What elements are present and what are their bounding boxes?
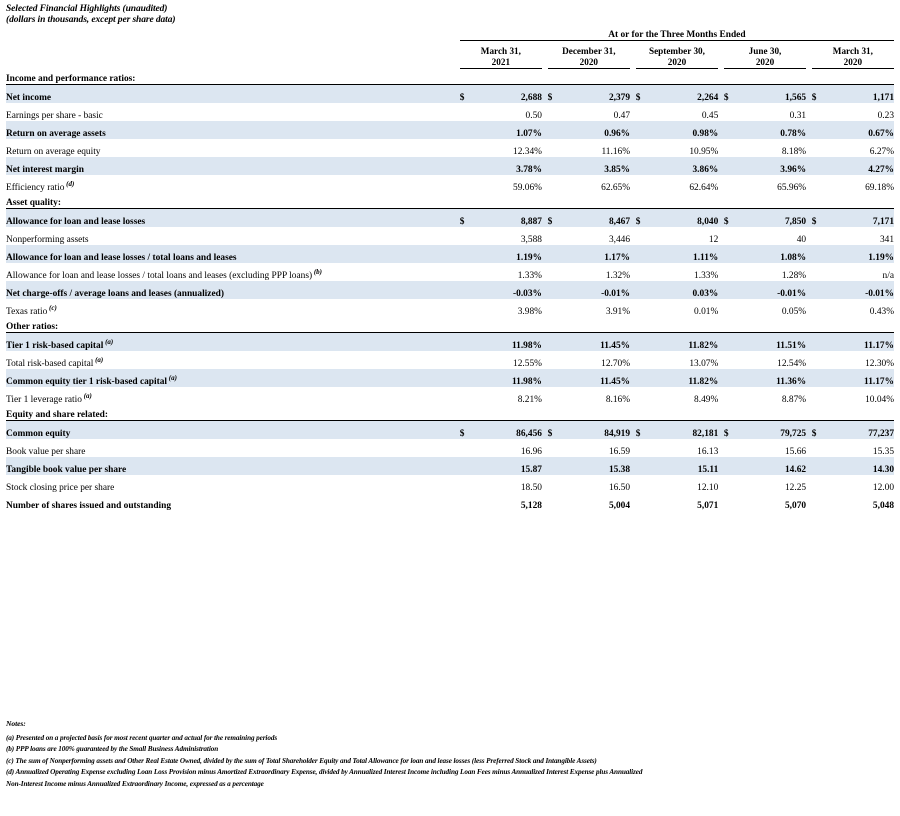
page-subtitle: (dollars in thousands, except per share data) <box>6 15 176 25</box>
cell-value: 1.19% <box>825 245 894 263</box>
section-title-row <box>6 198 894 209</box>
table-row <box>6 369 894 387</box>
table-row <box>6 387 894 405</box>
cell-value: 8.16% <box>605 395 631 405</box>
cell-value: 84,919 <box>561 421 630 440</box>
cell-value: 13.07% <box>689 359 719 369</box>
cell-value: 0.03% <box>649 281 718 299</box>
cell-value: 0.50 <box>525 111 542 121</box>
currency-symbol <box>724 281 737 299</box>
table-row <box>6 209 894 228</box>
cell-value: 12.70% <box>601 359 631 369</box>
footnote-item: (d) Annualized Operating Expense excluding Loan Loss Provision minus Amortized Extraordinary Expense, divided by Annualized Interest Income including Loan Fees minus Annualized Interest Expense plus Annualized <box>6 768 643 776</box>
currency-symbol <box>636 333 650 352</box>
section-title: Other ratios: <box>6 322 894 333</box>
cell-value: 8.87% <box>781 395 807 405</box>
currency-symbol <box>724 103 737 121</box>
cell-value: 15.11 <box>649 457 718 475</box>
cell-value: 8.21% <box>517 395 542 405</box>
column-header-4-line2: 2020 <box>755 57 775 67</box>
currency-symbol <box>812 157 825 175</box>
currency-symbol <box>460 457 473 475</box>
currency-symbol: $ <box>636 85 650 104</box>
currency-symbol: $ <box>636 209 650 228</box>
cell-value: -0.03% <box>473 281 542 299</box>
table-row <box>6 227 894 245</box>
currency-symbol <box>636 139 650 157</box>
currency-symbol <box>636 175 650 193</box>
column-header-4-line1: June 30, <box>748 46 782 56</box>
table-row <box>6 85 894 104</box>
cell-value: 11.45% <box>561 333 630 352</box>
cell-value: 1.07% <box>473 121 542 139</box>
cell-value: 0.31 <box>789 111 807 121</box>
cell-value: -0.01% <box>561 281 630 299</box>
currency-symbol <box>460 139 473 157</box>
footnote-marker: (a) <box>103 337 114 346</box>
column-header-1 <box>460 46 542 69</box>
currency-symbol <box>548 387 562 405</box>
cell-value: 5,071 <box>697 501 719 511</box>
cell-value: 0.98% <box>649 121 718 139</box>
cell-value: 18.50 <box>520 483 542 493</box>
table-row <box>6 421 894 440</box>
footnotes-heading: Notes: <box>6 719 26 728</box>
table-row <box>6 493 894 511</box>
currency-symbol <box>460 263 473 281</box>
cell-value: 1,565 <box>737 85 806 104</box>
currency-symbol <box>812 493 825 511</box>
section-title: Asset quality: <box>6 198 894 209</box>
column-header-5 <box>812 46 894 69</box>
cell-value: 16.50 <box>608 483 631 493</box>
currency-symbol <box>548 157 562 175</box>
cell-value: 8,467 <box>561 209 630 228</box>
currency-symbol <box>460 175 473 193</box>
currency-symbol <box>548 175 562 193</box>
page-title: Selected Financial Highlights (unaudited) <box>6 4 168 14</box>
footnotes-list <box>6 733 642 791</box>
table-row <box>6 333 894 352</box>
currency-symbol <box>548 139 562 157</box>
document-title-block <box>6 4 175 25</box>
section-title-row <box>6 410 894 421</box>
cell-value: 8.18% <box>781 147 807 157</box>
currency-symbol <box>636 121 650 139</box>
currency-symbol <box>636 475 650 493</box>
currency-symbol <box>724 333 737 352</box>
section-title-row <box>6 74 894 85</box>
currency-symbol <box>812 281 825 299</box>
column-header-2-line2: 2020 <box>579 57 598 67</box>
currency-symbol: $ <box>548 209 562 228</box>
currency-symbol <box>724 157 737 175</box>
currency-symbol <box>636 263 650 281</box>
cell-value: 14.62 <box>737 457 806 475</box>
currency-symbol <box>636 351 650 369</box>
table-row <box>6 121 894 139</box>
currency-symbol <box>636 387 650 405</box>
cell-value: 3.96% <box>737 157 806 175</box>
currency-symbol <box>460 475 473 493</box>
currency-symbol <box>548 475 562 493</box>
cell-value: 40 <box>796 235 807 245</box>
cell-value: 62.64% <box>689 183 719 193</box>
cell-value: 16.13 <box>697 447 719 457</box>
cell-value: 69.18% <box>865 183 894 193</box>
currency-symbol <box>548 281 562 299</box>
column-header-3-line2: 2020 <box>667 57 687 67</box>
cell-value: 77,237 <box>825 421 894 440</box>
currency-symbol <box>812 103 825 121</box>
currency-symbol <box>548 121 562 139</box>
currency-symbol <box>812 351 825 369</box>
cell-value: 12.54% <box>777 359 807 369</box>
cell-value: 11.36% <box>737 369 806 387</box>
cell-value: 10.95% <box>689 147 719 157</box>
currency-symbol <box>812 387 825 405</box>
currency-symbol: $ <box>812 209 825 228</box>
table-row <box>6 281 894 299</box>
currency-symbol <box>724 387 737 405</box>
table-row <box>6 245 894 263</box>
section-title: Income and performance ratios: <box>6 74 894 85</box>
currency-symbol <box>548 439 562 457</box>
currency-symbol <box>460 387 473 405</box>
currency-symbol <box>548 263 562 281</box>
currency-symbol <box>460 369 473 387</box>
currency-symbol <box>636 103 650 121</box>
header-span-label: At or for the Three Months Ended <box>460 30 894 41</box>
table-row <box>6 103 894 121</box>
currency-symbol: $ <box>548 85 562 104</box>
cell-value: 16.59 <box>608 447 631 457</box>
currency-symbol <box>460 281 473 299</box>
cell-value: 12.30% <box>865 359 894 369</box>
row-label: Nonperforming assets <box>6 235 89 245</box>
cell-value: 59.06% <box>513 183 542 193</box>
column-header-1-line1: March 31, <box>480 46 521 56</box>
footnote-marker: (d) <box>64 179 75 188</box>
cell-value: 0.67% <box>825 121 894 139</box>
footnote-item: (b) PPP loans are 100% guaranteed by the Small Business Administration <box>6 745 219 753</box>
currency-symbol <box>812 263 825 281</box>
currency-symbol <box>548 457 562 475</box>
currency-symbol <box>460 439 473 457</box>
cell-value: 3,446 <box>608 235 631 245</box>
column-header-5-line1: March 31, <box>832 46 873 56</box>
currency-symbol <box>724 175 737 193</box>
currency-symbol <box>812 475 825 493</box>
cell-value: 12.00 <box>872 483 894 493</box>
currency-symbol <box>724 245 737 263</box>
cell-value: 11.17% <box>825 369 894 387</box>
row-label: Allowance for loan and lease losses <box>6 209 460 228</box>
currency-symbol <box>724 227 737 245</box>
currency-symbol <box>724 139 737 157</box>
cell-value: 15.38 <box>561 457 630 475</box>
cell-value: 11.82% <box>649 369 718 387</box>
cell-value: 82,181 <box>649 421 718 440</box>
currency-symbol <box>548 351 562 369</box>
currency-symbol <box>548 333 562 352</box>
cell-value: 1.32% <box>605 271 631 281</box>
financial-highlights-table <box>6 30 894 511</box>
cell-value: 5,070 <box>784 501 807 511</box>
row-label: Net income <box>6 85 460 104</box>
row-label: Book value per share <box>6 447 86 457</box>
footnote-marker: (a) <box>167 373 177 382</box>
cell-value: 79,725 <box>737 421 806 440</box>
cell-value: 3.78% <box>473 157 542 175</box>
table-row <box>6 139 894 157</box>
cell-value: -0.01% <box>825 281 894 299</box>
row-label: Return on average equity <box>6 147 101 157</box>
cell-value: 11.98% <box>473 333 542 352</box>
currency-symbol <box>812 333 825 352</box>
cell-value: 10.04% <box>865 395 894 405</box>
footnote-item: (c) The sum of Nonperforming assets and Other Real Estate Owned, divided by the sum of Total Shareholder Equity and Total Allowance for loan and lease losses (less Preferred Stock and Intangible Assets) <box>6 756 597 765</box>
cell-value: 12 <box>708 235 719 245</box>
cell-value: 0.43% <box>869 307 894 317</box>
cell-value: 0.45 <box>701 111 719 121</box>
cell-value: 7,171 <box>825 209 894 228</box>
cell-value: 7,850 <box>737 209 806 228</box>
column-header-3 <box>636 46 719 69</box>
currency-symbol <box>724 263 737 281</box>
cell-value: 11.16% <box>601 147 631 157</box>
currency-symbol: $ <box>548 421 562 440</box>
cell-value: 3.85% <box>561 157 630 175</box>
table-row <box>6 157 894 175</box>
currency-symbol <box>548 369 562 387</box>
table-row <box>6 439 894 457</box>
currency-symbol <box>812 175 825 193</box>
cell-value: 14.30 <box>825 457 894 475</box>
table-header-span-row <box>6 30 894 41</box>
currency-symbol: $ <box>724 85 737 104</box>
footnote-item: Non-Interest Income minus Annualized Extraordinary Income, expressed as a percentage <box>6 779 264 788</box>
currency-symbol: $ <box>812 421 825 440</box>
row-label: Tier 1 risk-based capital $^{(a)}$ <box>6 333 460 352</box>
cell-value: 6.27% <box>869 147 894 157</box>
currency-symbol <box>724 439 737 457</box>
row-label: Allowance for loan and lease losses / total loans and leases <box>6 245 460 263</box>
column-header-2 <box>548 46 630 69</box>
cell-value: 1.11% <box>649 245 718 263</box>
currency-symbol: $ <box>460 85 473 104</box>
footnote-marker: (a) <box>93 355 104 364</box>
footnotes-block <box>6 718 642 790</box>
currency-symbol: $ <box>812 85 825 104</box>
cell-value: 16.96 <box>520 447 542 457</box>
cell-value: 12.34% <box>513 147 542 157</box>
currency-symbol: $ <box>724 209 737 228</box>
cell-value: 1.08% <box>737 245 806 263</box>
cell-value: 0.23 <box>877 111 894 121</box>
currency-symbol <box>636 299 650 317</box>
currency-symbol: $ <box>724 421 737 440</box>
currency-symbol <box>460 227 473 245</box>
cell-value: 15.35 <box>872 447 894 457</box>
row-label: Common equity tier 1 risk-based capital $^{(a)}$ <box>6 369 460 387</box>
footnote-marker: (a) <box>81 391 92 400</box>
cell-value: 1.17% <box>561 245 630 263</box>
footnote-marker: (b) <box>312 267 323 276</box>
cell-value: 8,887 <box>473 209 542 228</box>
column-header-4 <box>724 46 806 69</box>
currency-symbol <box>724 475 737 493</box>
cell-value: 1.28% <box>781 271 807 281</box>
currency-symbol <box>812 299 825 317</box>
cell-value: 1,171 <box>825 85 894 104</box>
cell-value: 4.27% <box>825 157 894 175</box>
table-row <box>6 457 894 475</box>
row-label: Net interest margin <box>6 157 460 175</box>
cell-value: 11.82% <box>649 333 718 352</box>
cell-value: 3.98% <box>517 307 542 317</box>
table-body <box>6 69 894 512</box>
currency-symbol <box>724 351 737 369</box>
cell-value: 5,048 <box>872 501 894 511</box>
currency-symbol <box>636 227 650 245</box>
cell-value: 11.51% <box>737 333 806 352</box>
currency-symbol <box>724 457 737 475</box>
cell-value: 341 <box>879 235 894 245</box>
cell-value: n/a <box>882 271 894 281</box>
currency-symbol <box>460 245 473 263</box>
cell-value: -0.01% <box>737 281 806 299</box>
cell-value: 86,456 <box>473 421 542 440</box>
cell-value: 15.66 <box>784 447 807 457</box>
row-label: Earnings per share - basic <box>6 111 103 121</box>
cell-value: 5,004 <box>608 501 631 511</box>
row-label: Allowance for loan and lease losses / total loans and leases (excluding PPP loans) $^{(b)}$ <box>6 267 323 281</box>
cell-value: 3.91% <box>605 307 631 317</box>
currency-symbol <box>460 299 473 317</box>
row-label: Texas ratio $^{(c)}$ <box>6 303 57 317</box>
currency-symbol <box>636 369 650 387</box>
cell-value: 15.87 <box>473 457 542 475</box>
cell-value: 11.98% <box>473 369 542 387</box>
cell-value: 0.05% <box>781 307 807 317</box>
row-label: Number of shares issued and outstanding <box>6 501 172 511</box>
cell-value: 12.10 <box>697 483 719 493</box>
currency-symbol <box>548 227 562 245</box>
cell-value: 0.78% <box>737 121 806 139</box>
currency-symbol <box>636 245 650 263</box>
row-label: Total risk-based capital $^{(a)}$ <box>6 355 104 369</box>
footnote-item: (a) Presented on a projected basis for most recent quarter and actual for the remaining periods <box>6 733 278 742</box>
cell-value: 8.49% <box>694 395 719 405</box>
row-label: Efficiency ratio $^{(d)}$ <box>6 179 75 193</box>
column-header-3-line1: September 30, <box>648 46 705 56</box>
currency-symbol <box>548 493 562 511</box>
currency-symbol <box>460 351 473 369</box>
row-label: Return on average assets <box>6 121 460 139</box>
cell-value: 2,264 <box>649 85 718 104</box>
currency-symbol <box>460 121 473 139</box>
cell-value: 12.55% <box>513 359 542 369</box>
currency-symbol <box>460 493 473 511</box>
currency-symbol <box>724 299 737 317</box>
cell-value: 11.17% <box>825 333 894 352</box>
table-row <box>6 263 894 281</box>
currency-symbol <box>812 139 825 157</box>
currency-symbol <box>636 439 650 457</box>
cell-value: 11.45% <box>561 369 630 387</box>
table-header-columns-row <box>6 46 894 69</box>
currency-symbol <box>812 369 825 387</box>
cell-value: 65.96% <box>777 183 807 193</box>
cell-value: 3,588 <box>520 235 542 245</box>
cell-value: 3.86% <box>649 157 718 175</box>
currency-symbol <box>548 299 562 317</box>
column-header-1-line2: 2021 <box>491 57 511 67</box>
currency-symbol <box>724 121 737 139</box>
table-row <box>6 175 894 193</box>
currency-symbol <box>548 103 562 121</box>
currency-symbol <box>636 157 650 175</box>
currency-symbol <box>812 457 825 475</box>
cell-value: 1.33% <box>694 271 719 281</box>
section-title-row <box>6 322 894 333</box>
table-row <box>6 351 894 369</box>
currency-symbol: $ <box>460 421 473 440</box>
row-label: Common equity <box>6 421 460 440</box>
table-row <box>6 475 894 493</box>
cell-value: 1.19% <box>473 245 542 263</box>
currency-symbol <box>460 103 473 121</box>
row-label: Tier 1 leverage ratio $^{(a)}$ <box>6 391 92 405</box>
cell-value: 0.47 <box>613 111 631 121</box>
currency-symbol <box>460 157 473 175</box>
currency-symbol <box>548 245 562 263</box>
cell-value: 12.25 <box>784 483 807 493</box>
cell-value: 62.65% <box>601 183 631 193</box>
currency-symbol <box>460 333 473 352</box>
currency-symbol <box>812 245 825 263</box>
cell-value: 0.96% <box>561 121 630 139</box>
row-label: Stock closing price per share <box>6 483 115 493</box>
cell-value: 0.01% <box>694 307 719 317</box>
cell-value: 8,040 <box>649 209 718 228</box>
currency-symbol: $ <box>636 421 650 440</box>
column-header-2-line1: December 31, <box>562 46 616 56</box>
currency-symbol <box>724 493 737 511</box>
column-header-5-line2: 2020 <box>843 57 863 67</box>
cell-value: 5,128 <box>520 501 542 511</box>
currency-symbol <box>812 439 825 457</box>
table-row <box>6 299 894 317</box>
currency-symbol <box>636 457 650 475</box>
currency-symbol: $ <box>460 209 473 228</box>
row-label: Net charge-offs / average loans and leases (annualized) <box>6 281 460 299</box>
row-label: Tangible book value per share <box>6 457 460 475</box>
cell-value: 2,688 <box>473 85 542 104</box>
currency-symbol <box>812 227 825 245</box>
cell-value: 2,379 <box>561 85 630 104</box>
section-title: Equity and share related: <box>6 410 894 421</box>
footnote-marker: (c) <box>47 303 57 312</box>
currency-symbol <box>724 369 737 387</box>
cell-value: 1.33% <box>517 271 542 281</box>
currency-symbol <box>636 493 650 511</box>
currency-symbol <box>636 281 650 299</box>
currency-symbol <box>812 121 825 139</box>
